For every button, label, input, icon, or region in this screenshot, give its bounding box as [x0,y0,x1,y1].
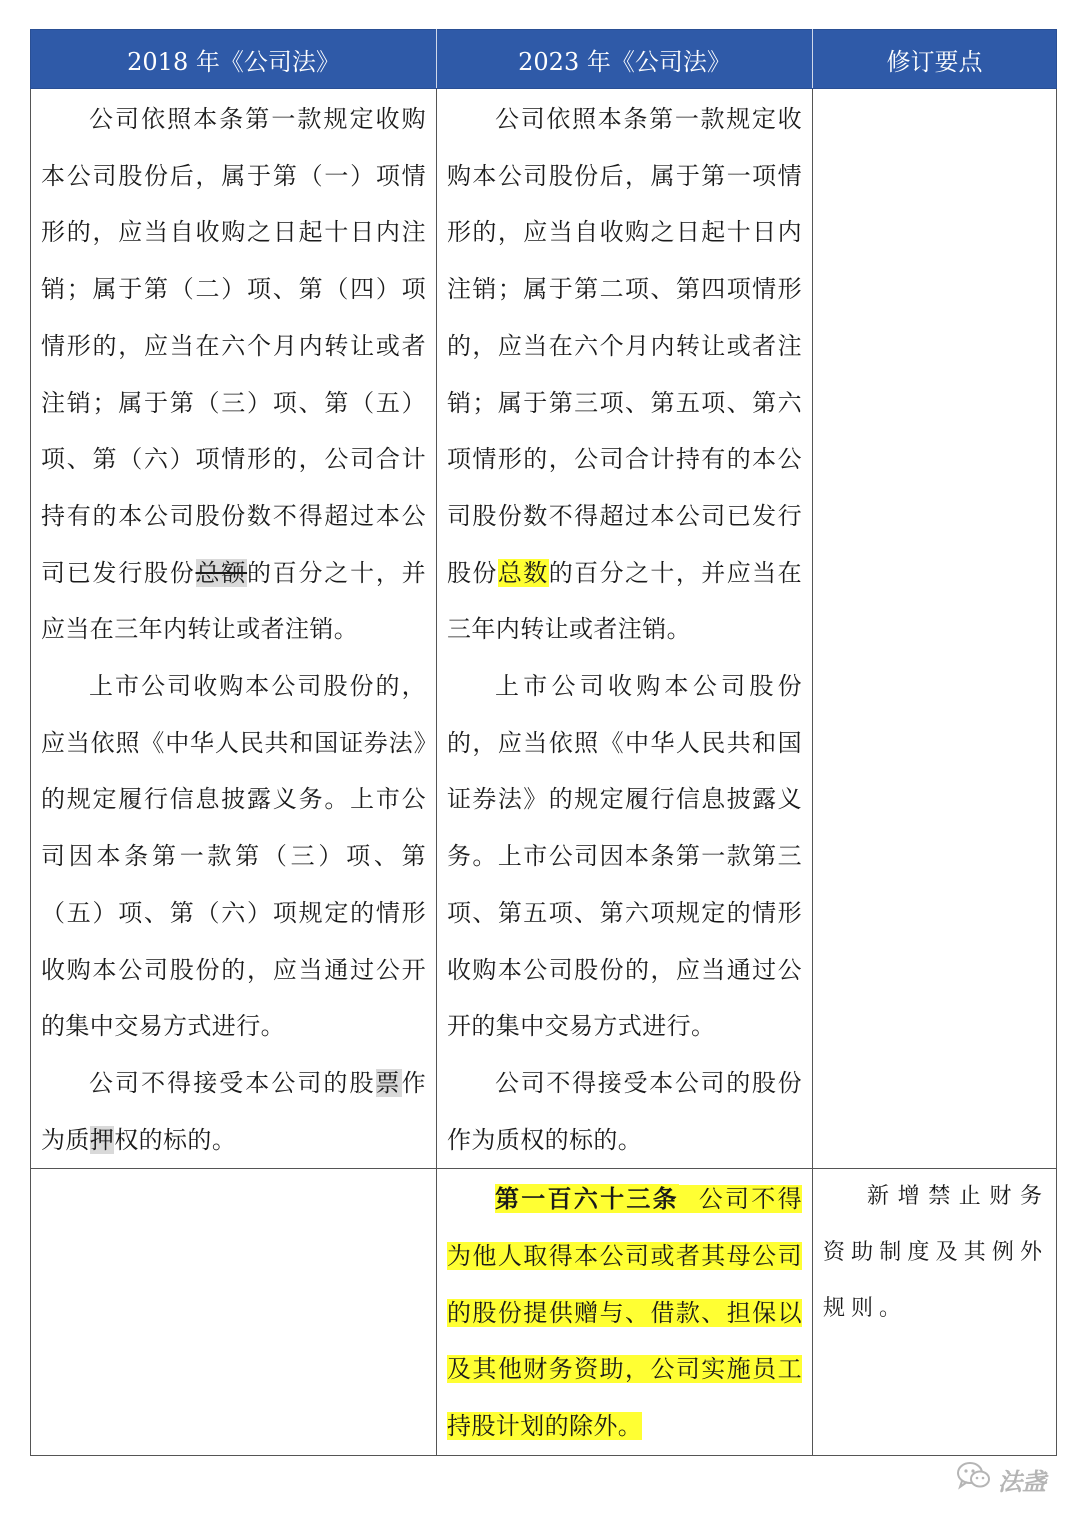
watermark [956,1461,1046,1497]
comparison-table [30,29,1057,1456]
cell-2023-text [437,1169,813,1456]
highlighted-text: 公司不得为他人取得本公司或者其母公司的股份提供赠与、借款、担保以及其他财务资助，公司实施员工持股计划的除外。 [447,1185,802,1441]
paragraph: 公司依照本条第一款规定收购本公司股份后，属于第（一）项情形的，应当自收购之日起十日内注销；属于第（二）项、第（四）项情形的，应当在六个月内转让或者注销；属于第（三）项、第（五）项、第（六）项情形的，公司合计持有的本公司股份数不得超过本公司已发行股份总额的百分之十，并应当在三年内转让或者注销。 [41,105,426,644]
highlighted-text: 总数 [497,558,549,587]
paragraph: 上市公司收购本公司股份的，应当依照《中华人民共和国证券法》的规定履行信息披露义务。上市公司因本条第一款第（三）项、第（五）项、第（六）项规定的情形收购本公司股份的，应当通过公开的集中交易方式进行。 [41,672,426,1041]
cell-2023-text [437,89,813,1169]
deleted-text: 总额 [195,558,248,587]
paragraph: 公司不得接受本公司的股票作为质押权的标的。 [41,1068,427,1154]
header-row [31,30,1057,89]
paragraph: 公司不得接受本公司的股份作为质权的标的。 [447,1068,802,1154]
wechat-icon [956,1461,992,1497]
paragraph: 新增禁止财务资助制度及其例外规则。 [823,1184,1048,1322]
article-number: 第一百六十三条 [495,1184,679,1214]
watermark-text: 法盏 [998,1467,1046,1496]
cell-revision-note [813,1169,1057,1456]
cell-2018-text [31,89,437,1169]
paragraph: 公司依照本条第一款规定收购本公司股份后，属于第一项情形的，应当自收购之日起十日内注销；属于第二项、第四项情形的，应当在六个月内转让或者注销；属于第三项、第五项、第六项情形的，公司合计持有的本公司股份数不得超过本公司已发行股份总数的百分之十，并应当在三年内转让或者注销。 [447,105,802,644]
paragraph: 上市公司收购本公司股份的，应当依照《中华人民共和国证券法》的规定履行信息披露义务。上市公司因本条第一款第三项、第五项、第六项规定的情形收购本公司股份的，应当通过公开的集中交易方式进行。 [447,672,802,1041]
table-row [31,1169,1057,1456]
header-revision-notes: 修订要点 [813,30,1057,89]
table-row [31,89,1057,1169]
header-2018-law: 2018 年《公司法》 [31,30,437,89]
changed-text: 押 [89,1125,115,1154]
cell-2018-text [31,1169,437,1456]
cell-revision-note [813,89,1057,1169]
paragraph [447,1171,802,1455]
header-2023-law: 2023 年《公司法》 [437,30,813,89]
changed-text: 票 [375,1068,402,1097]
